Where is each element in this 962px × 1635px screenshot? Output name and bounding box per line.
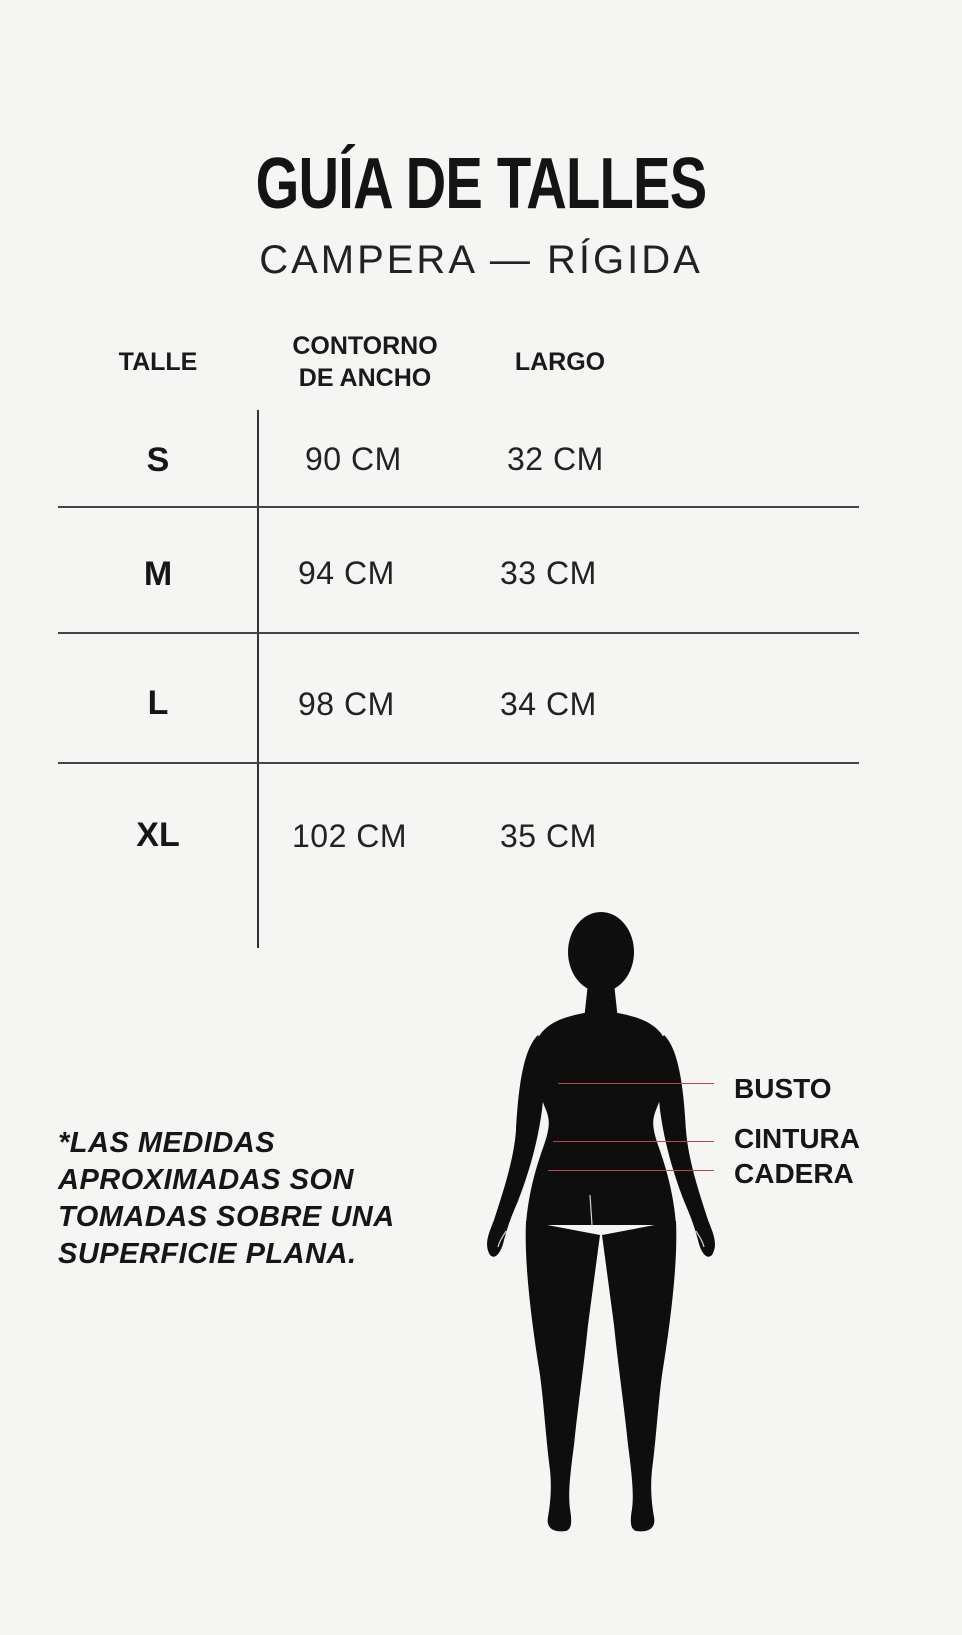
- size-cell: S: [146, 441, 170, 479]
- cadera-line: [548, 1170, 714, 1171]
- page-subtitle: CAMPERA — RÍGIDA: [259, 238, 703, 282]
- cintura-line: [553, 1141, 714, 1142]
- page-title: GUÍA DE TALLES: [255, 144, 707, 224]
- header-contorno-line1: CONTORNO: [292, 332, 438, 360]
- header-largo: LARGO: [514, 348, 606, 376]
- largo-cell: 32 CM: [507, 441, 604, 477]
- busto-label: BUSTO: [734, 1073, 832, 1104]
- size-cell: L: [147, 684, 169, 722]
- header-contorno: [270, 330, 460, 394]
- largo-cell: 34 CM: [500, 686, 597, 722]
- contorno-cell: 98 CM: [298, 686, 395, 722]
- largo-cell: 35 CM: [500, 818, 597, 854]
- woman-silhouette-icon: [480, 905, 730, 1535]
- size-cell: M: [143, 555, 173, 593]
- largo-cell: 33 CM: [500, 555, 597, 591]
- contorno-cell: 90 CM: [305, 441, 402, 477]
- row-divider: [58, 506, 859, 508]
- size-cell: XL: [136, 816, 180, 854]
- cadera-label: CADERA: [734, 1158, 854, 1189]
- header-contorno-line2: DE ANCHO: [298, 364, 432, 392]
- row-divider: [58, 762, 859, 764]
- contorno-cell: 94 CM: [298, 555, 395, 591]
- table-vertical-divider: [257, 410, 259, 948]
- contorno-cell: 102 CM: [292, 818, 408, 854]
- measurement-note: *LAS MEDIDAS APROXIMADAS SON TOMADAS SOBRE UNA SUPERFICIE PLANA.: [58, 1127, 394, 1270]
- header-talle: TALLE: [118, 348, 198, 376]
- cintura-label: CINTURA: [734, 1123, 860, 1154]
- row-divider: [58, 632, 859, 634]
- busto-line: [558, 1083, 714, 1084]
